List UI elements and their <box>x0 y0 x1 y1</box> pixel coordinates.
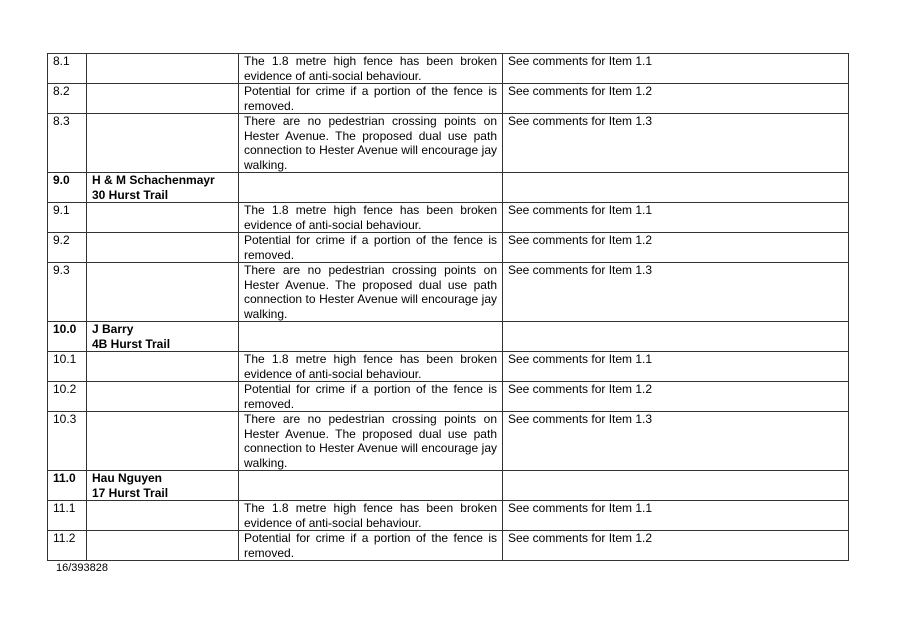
item-number: 10.0 <box>48 322 87 352</box>
comment-cell: Potential for crime if a portion of the fence is removed. <box>239 84 503 114</box>
submitter-header-row <box>48 173 849 203</box>
comment-cell: The 1.8 metre high fence has been broken evidence of anti-social behaviour. <box>239 352 503 382</box>
table-row <box>48 84 849 114</box>
empty-submitter-cell <box>87 84 239 114</box>
response-cell: See comments for Item 1.1 <box>503 54 849 84</box>
empty-submitter-cell <box>87 54 239 84</box>
response-cell: See comments for Item 1.3 <box>503 114 849 173</box>
comment-cell: There are no pedestrian crossing points on Hester Avenue. The proposed dual use path connection to Hester Avenue will encourage jay walking. <box>239 263 503 322</box>
empty-submitter-cell <box>87 412 239 471</box>
table-row <box>48 114 849 173</box>
response-cell: See comments for Item 1.2 <box>503 382 849 412</box>
table-row <box>48 233 849 263</box>
empty-comment-cell <box>239 471 503 501</box>
item-number: 11.2 <box>48 531 87 561</box>
empty-submitter-cell <box>87 382 239 412</box>
comment-cell: Potential for crime if a portion of the fence is removed. <box>239 531 503 561</box>
comment-cell: The 1.8 metre high fence has been broken evidence of anti-social behaviour. <box>239 203 503 233</box>
response-cell: See comments for Item 1.2 <box>503 233 849 263</box>
table-row <box>48 412 849 471</box>
submitter-cell <box>87 322 239 352</box>
item-number: 10.2 <box>48 382 87 412</box>
submitter-name: H & M Schachenmayr <box>92 173 215 187</box>
empty-comment-cell <box>239 173 503 203</box>
submitter-cell <box>87 471 239 501</box>
submitter-cell <box>87 173 239 203</box>
item-number: 10.1 <box>48 352 87 382</box>
empty-submitter-cell <box>87 233 239 263</box>
item-number: 11.0 <box>48 471 87 501</box>
submitter-name: J Barry <box>92 322 134 336</box>
empty-response-cell <box>503 173 849 203</box>
table-row <box>48 203 849 233</box>
response-cell: See comments for Item 1.1 <box>503 203 849 233</box>
empty-submitter-cell <box>87 263 239 322</box>
table-row <box>48 54 849 84</box>
response-cell: See comments for Item 1.2 <box>503 84 849 114</box>
response-cell: See comments for Item 1.3 <box>503 412 849 471</box>
empty-submitter-cell <box>87 114 239 173</box>
item-number: 9.1 <box>48 203 87 233</box>
table-row <box>48 531 849 561</box>
empty-response-cell <box>503 322 849 352</box>
comment-cell: The 1.8 metre high fence has been broken evidence of anti-social behaviour. <box>239 501 503 531</box>
submitter-name: Hau Nguyen <box>92 471 163 485</box>
empty-submitter-cell <box>87 501 239 531</box>
submissions-table-body <box>48 54 849 561</box>
submitter-address: 4B Hurst Trail <box>92 336 171 351</box>
comment-cell: There are no pedestrian crossing points on Hester Avenue. The proposed dual use path connection to Hester Avenue will encourage jay walking. <box>239 412 503 471</box>
submitter-address: 17 Hurst Trail <box>92 485 169 500</box>
submitter-header-row <box>48 322 849 352</box>
empty-submitter-cell <box>87 531 239 561</box>
response-cell: See comments for Item 1.3 <box>503 263 849 322</box>
item-number: 8.1 <box>48 54 87 84</box>
document-reference: 16/393828 <box>56 562 108 574</box>
table-row <box>48 352 849 382</box>
comment-cell: Potential for crime if a portion of the fence is removed. <box>239 382 503 412</box>
comment-cell: Potential for crime if a portion of the fence is removed. <box>239 233 503 263</box>
submitter-address: 30 Hurst Trail <box>92 187 169 202</box>
item-number: 9.0 <box>48 173 87 203</box>
empty-comment-cell <box>239 322 503 352</box>
empty-response-cell <box>503 471 849 501</box>
item-number: 9.3 <box>48 263 87 322</box>
item-number: 8.3 <box>48 114 87 173</box>
table-row <box>48 501 849 531</box>
empty-submitter-cell <box>87 352 239 382</box>
submissions-table <box>47 53 849 561</box>
item-number: 8.2 <box>48 84 87 114</box>
item-number: 11.1 <box>48 501 87 531</box>
item-number: 9.2 <box>48 233 87 263</box>
response-cell: See comments for Item 1.2 <box>503 531 849 561</box>
table-row <box>48 382 849 412</box>
response-cell: See comments for Item 1.1 <box>503 501 849 531</box>
empty-submitter-cell <box>87 203 239 233</box>
table-row <box>48 263 849 322</box>
submitter-header-row <box>48 471 849 501</box>
response-cell: See comments for Item 1.1 <box>503 352 849 382</box>
comment-cell: The 1.8 metre high fence has been broken evidence of anti-social behaviour. <box>239 54 503 84</box>
item-number: 10.3 <box>48 412 87 471</box>
comment-cell: There are no pedestrian crossing points on Hester Avenue. The proposed dual use path connection to Hester Avenue will encourage jay walking. <box>239 114 503 173</box>
